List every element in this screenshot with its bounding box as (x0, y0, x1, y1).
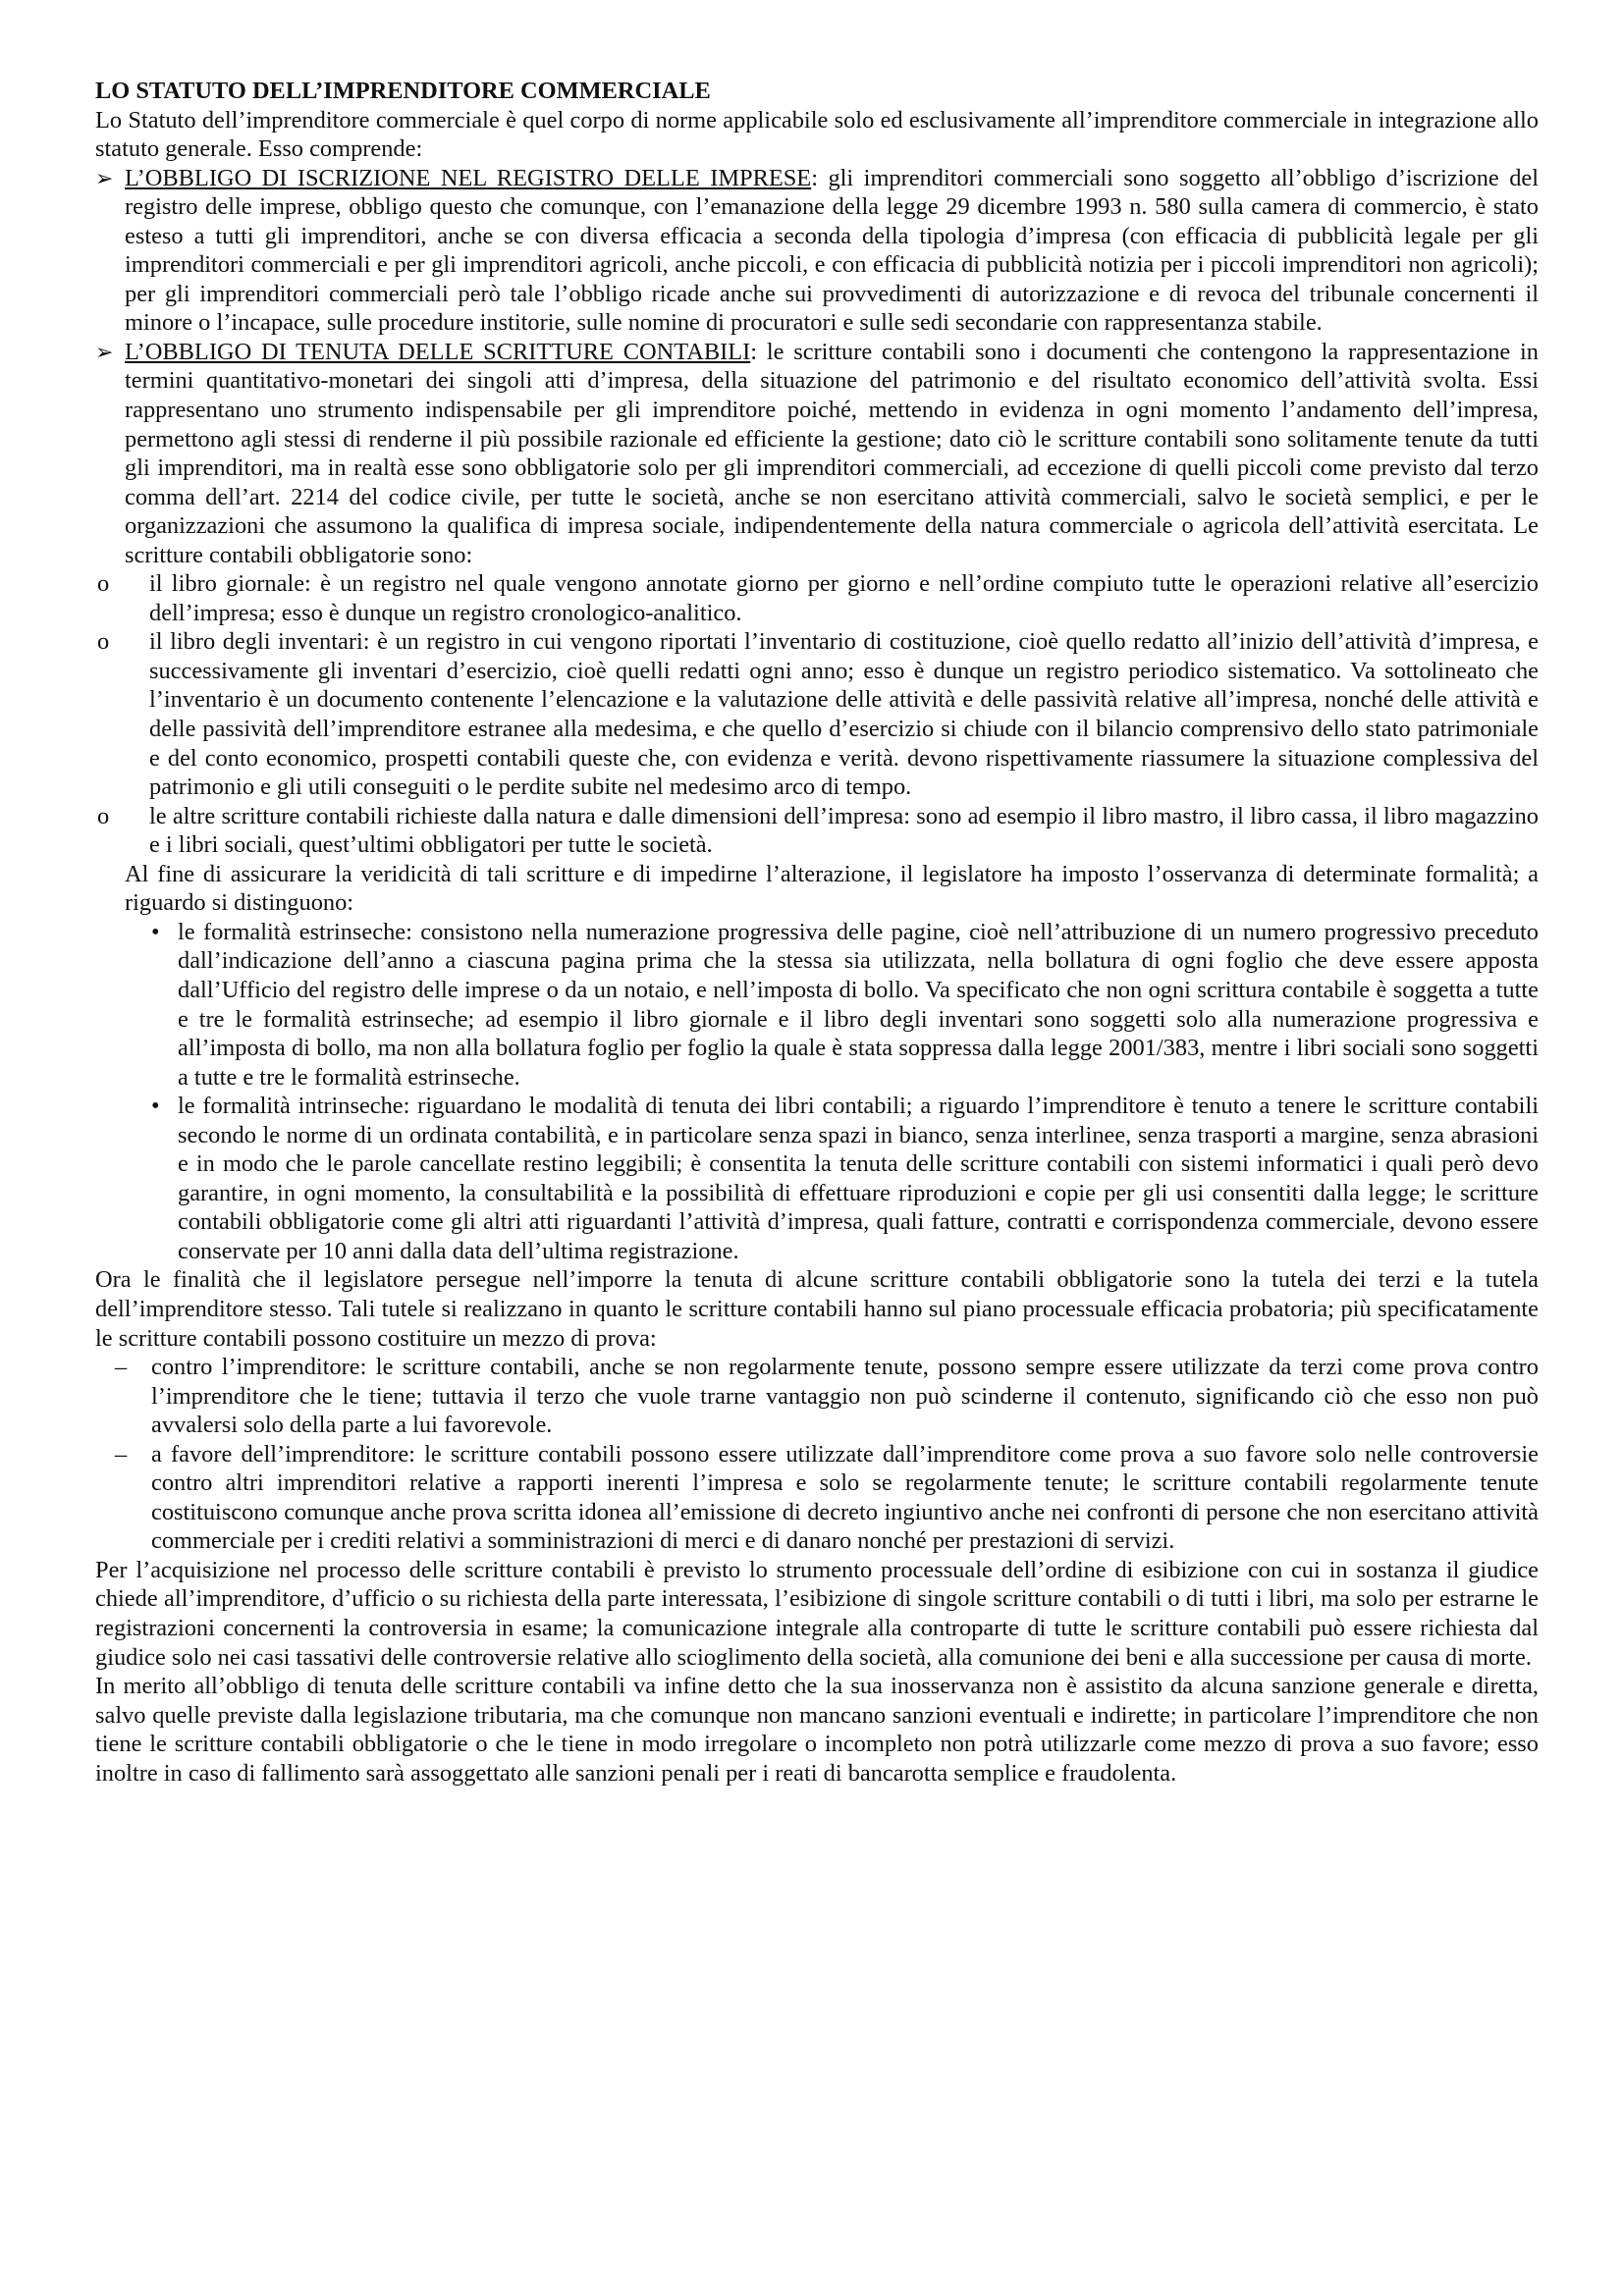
dash-bullet-icon: – (115, 1440, 128, 1468)
list-item-text: contro l’imprenditore: le scritture contabili, anche se non regolarmente tenute, possono sempre essere utilizzate da terzi come prova contro l’imprenditore che le tiene; tuttavia il terzo che vuole trarne vantaggio non può scinderne il contenuto, significando ciò che esso non può avvalersi solo della parte a lui favorevole. (151, 1354, 1539, 1439)
document-title: LO STATUTO DELL’IMPRENDITORE COMMERCIALE (95, 78, 711, 104)
list-item-a-favore-imprenditore (95, 1440, 1539, 1556)
document-page (95, 77, 1539, 1788)
dot-bullet-icon: • (151, 918, 160, 945)
circle-bullet-icon: o (97, 628, 110, 656)
list-item-libro-inventari (95, 627, 1539, 801)
circle-bullet-icon: o (97, 802, 110, 829)
list-item-formalita-intrinseche (95, 1092, 1539, 1265)
section-text: : le scritture contabili sono i documenti che contengono la rappresentazione in termini quantitativo-monetari dei singoli atti d’impresa, della situazione del patrimonio e del risultato economico dell’attività svolta. Essi rappresentano uno strumento indispensabile per gli imprenditore poiché, mettendo in evidenza in ogni momento l’andamento dell’impresa, permettono agli stessi di renderne il più possibile razionale ed efficiente la gestione; dato ciò le scritture contabili sono solitamente tenute da tutti gli imprenditori, ma in realtà esse sono obbligatorie solo per gli imprenditori commerciali, ad eccezione di quelli piccoli come previsto dal terzo comma dell’art. 2214 del codice civile, per tutte le società, anche se non esercitano attività commerciali, salvo le società semplici, e per le organizzazioni che assumono la qualifica di impresa sociale, indipendentemente della natura commerciale o agricola dell’attività esercitata. Le scritture contabili obbligatorie sono: (125, 338, 1539, 568)
intro-paragraph: Lo Statuto dell’imprenditore commerciale è quel corpo di norme applicabile solo ed esclusivamente all’imprenditore commerciale in integrazione allo statuto generale. Esso comprende: (95, 106, 1539, 163)
arrow-bullet-icon: ➢ (95, 339, 114, 364)
closing-paragraph-sanzioni: In merito all’obbligo di tenuta delle scritture contabili va infine detto che la sua inosservanza non è assistito da alcuna sanzione generale e diretta, salvo quelle previste dalla legislazione tributaria, ma che comunque non mancano sanzioni eventuali e indirette; in particolare l’imprenditore che non tiene le scritture contabili obbligatorie o che le tiene in modo irregolare o incompleto non potrà utilizzarle come mezzo di prova a suo favore; esso inoltre in caso di fallimento sarà assoggettato alle sanzioni penali per i reati di bancarotta semplice e fraudolenta. (95, 1673, 1539, 1787)
dash-bullet-icon: – (115, 1354, 128, 1381)
proof-intro: Ora le finalità che il legislatore persegue nell’imporre la tenuta di alcune scritture contabili obbligatorie sono la tutela dei terzi e la tutela dell’imprenditore stesso. Tali tutele si realizzano in quanto le scritture contabili hanno sul piano processuale efficacia probatoria; più specificatamente le scritture contabili possono costituire un mezzo di prova: (95, 1266, 1539, 1352)
section-registro-imprese (95, 164, 1539, 338)
list-item-text: il libro giornale: è un registro nel quale vengono annotate giorno per giorno e nell’ordine compiuto tutte le operazioni relative all’esercizio dell’impresa; esso è dunque un registro cronologico-analitico. (149, 570, 1539, 626)
section-text: : gli imprenditori commerciali sono soggetto all’obbligo d’iscrizione del registro delle imprese, obbligo questo che comunque, con l’emanazione della legge 29 dicembre 1993 n. 580 sulla camera di commercio, è stato esteso a tutti gli imprenditori, anche se con diversa efficacia a seconda della tipologia d’impresa (con efficacia di pubblicità legale per gli imprenditori commerciali e per gli imprenditori agricoli, anche piccoli, e con efficacia di pubblicità notizia per i piccoli imprenditori non agricoli); per gli imprenditori commerciali però tale l’obbligo ricade anche sui provvedimenti di autorizzazione e di revoca del tribunale concernenti il minore o l’incapace, sulle procedure institorie, sulle nomine di procuratori e sulle sedi secondarie con rappresentanza stabile. (125, 164, 1539, 337)
list-item-libro-giornale (95, 569, 1539, 627)
section-heading: L’OBBLIGO DI TENUTA DELLE SCRITTURE CONTABILI (125, 338, 751, 365)
arrow-bullet-icon: ➢ (95, 165, 114, 190)
list-item-formalita-estrinseche (95, 918, 1539, 1092)
section-scritture-contabili (95, 338, 1539, 569)
formalities-intro: Al fine di assicurare la veridicità di tali scritture e di impedirne l’alterazione, il legislatore ha imposto l’osservanza di determinate formalità; a riguardo si distinguono: (125, 860, 1539, 917)
list-item-text: le formalità estrinseche: consistono nella numerazione progressiva delle pagine, cioè nell’attribuzione di un numero progressivo preceduto dall’indicazione dell’anno a ciascuna pagina prima che la stessa sia utilizzata, nella bollatura di ogni foglio che deve essere apposta dall’Ufficio del registro delle imprese o da un notaio, e nell’imposta di bollo. Va specificato che non ogni scrittura contabile è soggetta a tutte e tre le formalità estrinseche; ad esempio il libro giornale e il libro degli inventari sono soggetti solo alla numerazione progressiva e all’imposta di bollo, ma non alla bollatura foglio per foglio la quale è stata soppressa dalla legge 2001/383, mentre i libri sociali sono soggetti a tutte e tre le formalità estrinseche. (178, 918, 1539, 1091)
list-item-altre-scritture (95, 802, 1539, 860)
section-heading: L’OBBLIGO DI ISCRIZIONE NEL REGISTRO DELLE IMPRESE (125, 164, 812, 191)
list-item-text: il libro degli inventari: è un registro in cui vengono riportati l’inventario di costituzione, cioè quello redatto all’inizio dell’attività d’impresa, e successivamente gli inventari d’esercizio, cioè quelli redatti ogni anno; esso è dunque un registro periodico sistematico. Va sottolineato che l’inventario è un documento contenente l’elencazione e la valutazione delle attività e delle passività relative all’impresa, nonché delle attività e delle passività dell’imprenditore estranee alla medesima, e che quello d’esercizio si chiude con il bilancio comprensivo dello stato patrimoniale e del conto economico, prospetti contabili queste che, con evidenza e verità. devono rispettivamente riassumere la situazione complessiva del patrimonio e gli utili conseguiti o le perdite subite nel medesimo arco di tempo. (149, 628, 1539, 801)
dot-bullet-icon: • (151, 1093, 160, 1120)
list-item-text: le formalità intrinseche: riguardano le modalità di tenuta dei libri contabili; a riguardo l’imprenditore è tenuto a tenere le scritture contabili secondo le norme di un ordinata contabilità, e in particolare senza spazi in bianco, senza interlinee, senza trasporti a margine, senza abrasioni e in modo che le parole cancellate restino leggibili; è consentita la tenuta delle scritture contabili con sistemi informatici i quali però devo garantire, in ogni momento, la consultabilità e la possibilità di effettuare riproduzioni e copie per gli usi consentiti dalla legge; le scritture contabili obbligatorie come gli altri atti riguardanti l’attività d’impresa, quali fatture, contratti e corrispondenza commerciale, devono essere conservate per 10 anni dalla data dell’ultima registrazione. (178, 1093, 1539, 1264)
list-item-text: le altre scritture contabili richieste dalla natura e dalle dimensioni dell’impresa: sono ad esempio il libro mastro, il libro cassa, il libro magazzino e i libri sociali, quest’ultimi obbligatori per tutte le società. (149, 802, 1539, 859)
list-item-contro-imprenditore (95, 1353, 1539, 1440)
closing-paragraph-esibizione: Per l’acquisizione nel processo delle scritture contabili è previsto lo strumento processuale dell’ordine di esibizione con cui in sostanza il giudice chiede all’imprenditore, d’ufficio o su richiesta della parte interessata, l’esibizione di singole scritture contabili o di tutti i libri, ma solo per estrarne le registrazioni concernenti la controversia in esame; la comunicazione integrale alla controparte di tutte le scritture contabili può essere richiesta dal giudice solo nei casi tassativi delle controversie relative allo scioglimento della società, alla comunione dei beni e alla successione per causa di morte. (95, 1556, 1539, 1671)
circle-bullet-icon: o (97, 570, 110, 598)
list-item-text: a favore dell’imprenditore: le scritture contabili possono essere utilizzate dall’imprenditore come prova a suo favore solo nelle controversie contro altri imprenditori relative a rapporti inerenti l’impresa e solo se regolarmente tenute; le scritture contabili regolarmente tenute costituiscono comunque anche prova scritta idonea all’emissione di decreto ingiuntivo anche nei confronti di persone che non esercitano attività commerciale per i crediti relativi a somministrazioni di merci e di danaro nonché per prestazioni di servizi. (151, 1440, 1539, 1555)
